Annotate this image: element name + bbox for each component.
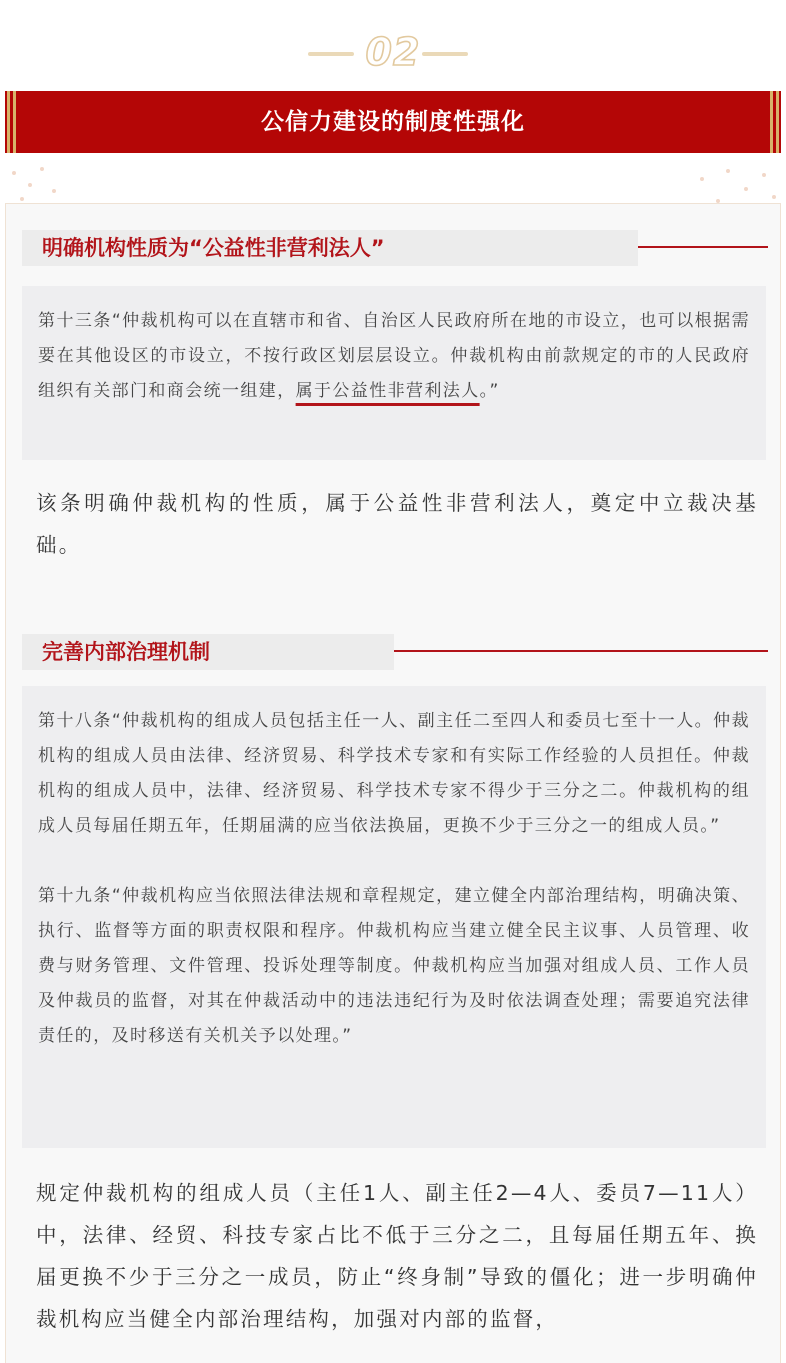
section-summary: 该条明确仲裁机构的性质，属于公益性非营利法人，奠定中立裁决基础。 (36, 491, 758, 557)
number-right-rule (422, 52, 468, 56)
quote-paragraph: 第十九条“仲裁机构应当依照法律法规和章程规定，建立健全内部治理结构，明确决策、执行、监督等方面的职责权限和程序。仲裁机构应当建立健全民主议事、人员管理、收费与财务管理、文件管理、投诉处理等制度。仲裁机构应当加强对组成人员、工作人员及仲裁员的监督，对其在仲裁活动中的违法违纪行为及时依法调查处理；需要追究法律责任的，及时移送有关机关予以处理。” (38, 886, 750, 1046)
quote-text-end: 。” (479, 381, 500, 401)
quote-paragraph (38, 304, 750, 409)
section-number (0, 28, 786, 76)
section-number-text: 02 (365, 30, 421, 74)
law-quote (22, 686, 766, 1148)
content-panel (5, 203, 781, 1363)
heading-rule (638, 246, 768, 248)
section-heading-text: 完善内部治理机制 (42, 640, 210, 664)
section-banner (5, 91, 781, 153)
quote-paragraph: 第十八条“仲裁机构的组成人员包括主任一人、副主任二至四人和委员七至十一人。仲裁机构的组成人员由法律、经济贸易、科学技术专家和有实际工作经验的人员担任。仲裁机构的组成人员中，法律、经济贸易、科学技术专家不得少于三分之二。仲裁机构的组成人员每届任期五年，任期届满的应当依法换届，更换不少于三分之一的组成人员。” (38, 711, 750, 836)
section-heading-text: 明确机构性质为“公益性非营利法人” (42, 236, 385, 260)
law-quote (22, 286, 766, 460)
section-summary: 规定仲裁机构的组成人员（主任1人、副主任2—4人、委员7—11人）中，法律、经贸、科技专家占比不低于三分之二，且每届任期五年、换届更换不少于三分之一成员，防止“终身制”导致的僵化；进一步明确仲裁机构应当健全内部治理结构，加强对内部的监督， (36, 1181, 758, 1331)
heading-rule (394, 650, 768, 652)
quote-text: 第十三条“仲裁机构可以在直辖市和省、自治区人民政府所在地的市设立，也可以根据需要在其他设区的市设立，不按行政区划层层设立。仲裁机构由前款规定的市的人民政府组织有关部门和商会统一组建， (38, 311, 750, 401)
banner-title: 公信力建设的制度性强化 (261, 109, 525, 135)
quote-highlight: 属于公益性非营利法人 (295, 381, 480, 401)
number-left-rule (308, 52, 354, 56)
